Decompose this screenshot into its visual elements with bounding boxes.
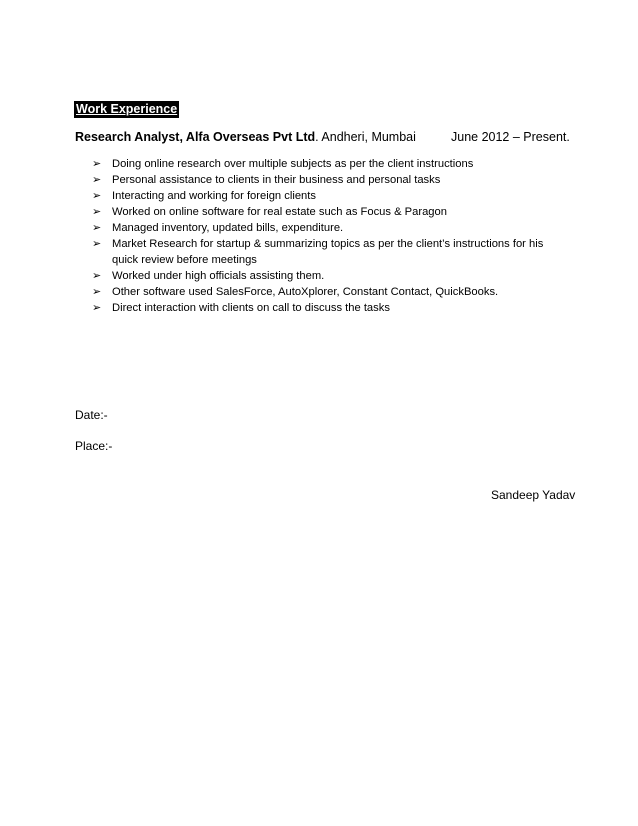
job-title: Research Analyst, Alfa Overseas Pvt Ltd: [75, 130, 316, 144]
arrowhead-bullet-icon: ➢: [92, 222, 102, 234]
arrowhead-bullet-icon: ➢: [92, 302, 102, 314]
place-label: Place:-: [75, 439, 113, 453]
list-item-text: Direct interaction with clients on call to discuss the tasks: [112, 302, 390, 314]
list-item: [92, 220, 562, 236]
arrowhead-bullet-icon: ➢: [92, 270, 102, 282]
list-item-text: Other software used SalesForce, AutoXplorer, Constant Contact, QuickBooks.: [112, 286, 499, 298]
list-item-text: Worked on online software for real estate such as Focus & Paragon: [112, 206, 447, 218]
list-item: [92, 172, 562, 188]
arrowhead-bullet-icon: ➢: [92, 286, 102, 298]
signature-name: Sandeep Yadav: [491, 488, 576, 502]
list-item-text: Interacting and working for foreign clients: [112, 190, 316, 202]
date-label: Date:-: [75, 408, 108, 422]
list-item: [92, 268, 562, 284]
arrowhead-bullet-icon: ➢: [92, 238, 102, 250]
list-item: [92, 284, 562, 300]
list-item: [92, 156, 562, 172]
list-item-text: Managed inventory, updated bills, expenditure.: [112, 222, 344, 234]
work-experience-heading: Work Experience: [76, 102, 178, 116]
list-item: [92, 236, 562, 268]
list-item-text: Doing online research over multiple subjects as per the client instructions: [112, 158, 474, 170]
list-item-text: Personal assistance to clients in their business and personal tasks: [112, 174, 441, 186]
list-item-text: Worked under high officials assisting them.: [112, 270, 325, 282]
responsibilities-list: [92, 156, 562, 316]
list-item: [92, 204, 562, 220]
arrowhead-bullet-icon: ➢: [92, 206, 102, 218]
list-item: [92, 188, 562, 204]
job-dates: June 2012 – Present.: [451, 130, 570, 144]
job-location: . Andheri, Mumbai: [315, 130, 416, 144]
arrowhead-bullet-icon: ➢: [92, 190, 102, 202]
job-header: [75, 130, 570, 145]
list-item: [92, 300, 562, 316]
list-item-text: Market Research for startup & summarizing topics as per the client’s instructions for his quick review before meetings: [112, 238, 544, 266]
arrowhead-bullet-icon: ➢: [92, 174, 102, 186]
arrowhead-bullet-icon: ➢: [92, 158, 102, 170]
